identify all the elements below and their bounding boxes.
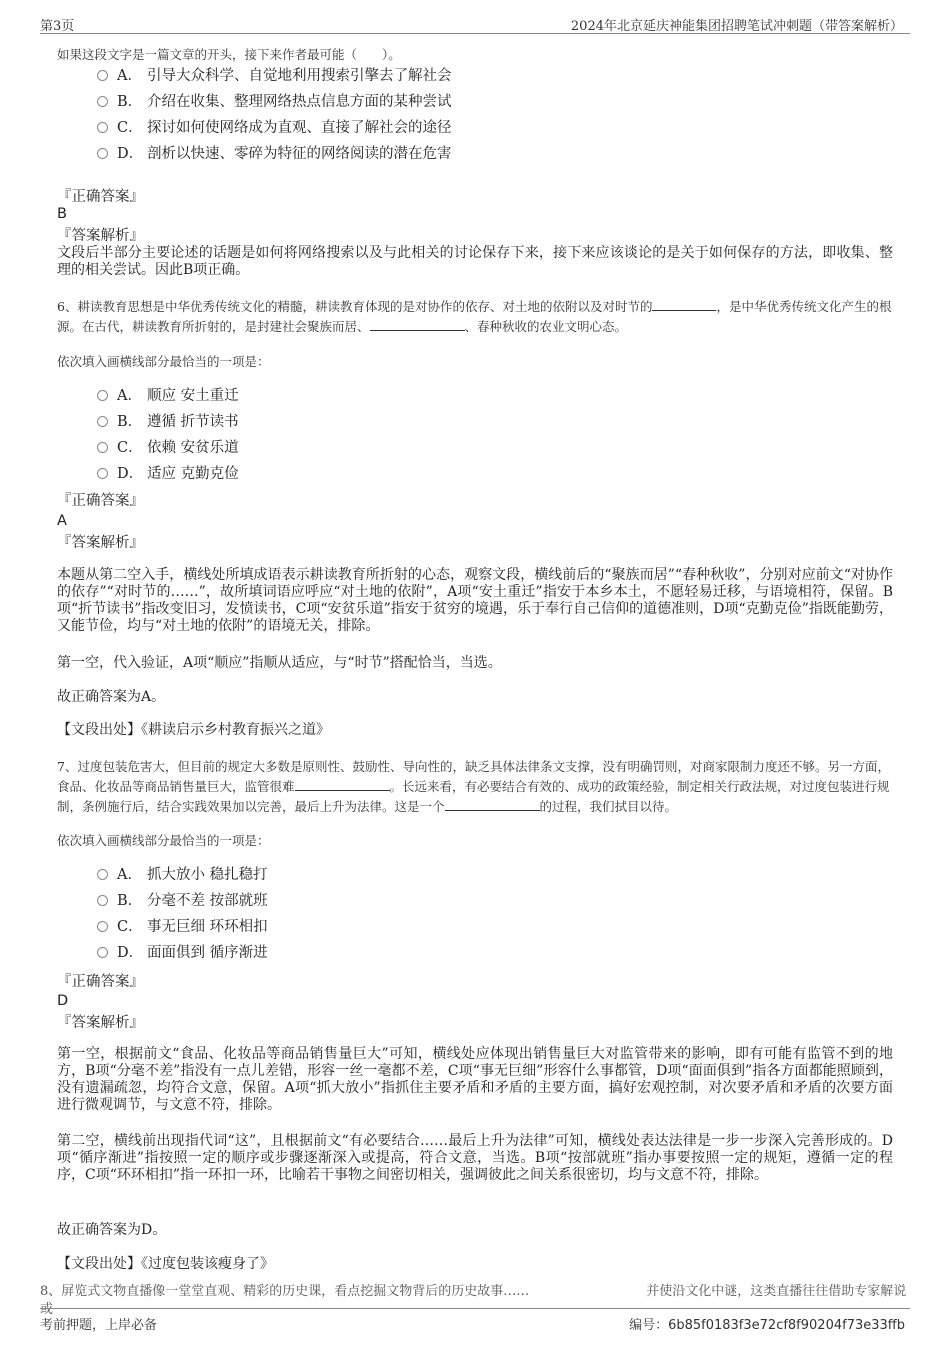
document-title: 2024年北京延庆神能集团招聘笔试冲刺题（带答案解析）: [570, 19, 903, 34]
q6-option-d[interactable]: D． 适应 克勤克俭: [97, 462, 239, 486]
radio-icon[interactable]: [97, 148, 108, 159]
radio-icon[interactable]: [97, 390, 108, 401]
q6-source: 【文段出处】《耕读启示乡村教育振兴之道》: [57, 722, 330, 738]
q5-answer-label: 『正确答案』: [57, 189, 144, 205]
radio-icon[interactable]: [97, 869, 108, 880]
q7-analysis-3: 故正确答案为D。: [57, 1222, 167, 1238]
q5-analysis: 文段后半部分主要论述的话题是如何将网络搜索以及与此相关的讨论保存下来，接下来应该谈论的是关于如何保存的方法，即收集、整理的相关尝试。因此B项正确。: [57, 245, 893, 278]
q7-answer: D: [57, 993, 69, 1009]
q6-analysis-1: 本题从第二空入手，横线处所填成语表示耕读教育所折射的心态，观察文段，横线前后的“聚族而居”“春种秋收”，分别对应前文“对协作的依存”“对时节的……”，故所填词语应呼应“对土地的依附”，A项“安土重迁”指安于本乡本土，不愿轻易迁移，与语境相符，保留。B项“折节读书”指改变旧习，发愤读书，C项“安贫乐道”指安于贫穷的境遇，乐于奉行自己信仰的道德准则，D项“克勤克俭”指既能勤劳，又能节俭，均与“对土地的依附”的语境无关，排除。: [57, 567, 893, 634]
footer-slogan: 考前押题，上岸必备: [40, 1318, 158, 1333]
radio-icon[interactable]: [97, 895, 108, 906]
document-code: 编号：6b85f0183f3e72cf8f90204f73e33ffb: [629, 1318, 905, 1333]
q6-option-a[interactable]: A． 顺应 安土重迁: [97, 384, 239, 408]
q7-stem: 7、过度包装危害大，但目前的规定大多数是原则性、鼓励性、导向性的，缺乏具体法律条文支撑，没有明确罚则，对商家限制力度还不够。另一方面，食品、化妆品等商品销售量巨大，监管很难 。长远来看，有必要结合有效的、成功的政策经验，制定相关行政法规，对过度包装进行规制，条例施行后，结合实践效果加以完善，最后上升为法律。这是一个 的过程，我们拭目以待。: [57, 759, 890, 814]
radio-icon[interactable]: [97, 947, 108, 958]
q6-prompt: 依次填入画横线部分最恰当的一项是：: [57, 354, 270, 369]
q5-answer: B: [57, 206, 67, 222]
q6-answer: A: [57, 513, 67, 529]
page-number: 第3页: [40, 19, 75, 34]
q6-answer-label: 『正确答案』: [57, 493, 144, 509]
q7-answer-label: 『正确答案』: [57, 974, 144, 990]
q7-option-c[interactable]: C． 事无巨细 环环相扣: [97, 915, 268, 939]
q6-analysis-label: 『答案解析』: [57, 535, 144, 551]
footer-divider: [40, 1308, 910, 1309]
q5-stem: 如果这段文字是一篇文章的开头，接下来作者最可能（ ）。: [57, 47, 401, 62]
q6-stem: 6、耕读教育思想是中华优秀传统文化的精髓，耕读教育体现的是对协作的依存、对土地的依附以及对时节的 ，是中华优秀传统文化产生的根源。在古代，耕读教育所折射的，是封建社会聚族而居、 、春种秋收的农业文明心态。: [57, 299, 892, 334]
q6-option-c[interactable]: C． 依赖 安贫乐道: [97, 436, 239, 460]
q7-prompt: 依次填入画横线部分最恰当的一项是：: [57, 833, 270, 848]
q5-option-c[interactable]: C． 探讨如何使网络成为直观、直接了解社会的途径: [97, 116, 452, 140]
radio-icon[interactable]: [97, 468, 108, 479]
q5-analysis-label: 『答案解析』: [57, 228, 144, 244]
q7-analysis-2: 第二空，横线前出现指代词“这”，且根据前文“有必要结合……最后上升为法律”可知，横线处表达法律是一步一步深入完善形成的。D项“循序渐进”指按照一定的顺序或步骤逐渐深入或提高，符合文意，当选。B项“按部就班”指办事要按照一定的规矩，遵循一定的程序，C项“环环相扣”指一环扣一环，比喻若干事物之间密切相关，强调彼此之间关系很密切，均与文意不符，排除。: [57, 1133, 893, 1183]
q7-analysis-1: 第一空，根据前文“食品、化妆品等商品销售量巨大”可知，横线处应体现出销售量巨大对监管带来的影响，即有可能有监管不到的地方，B项“分毫不差”指没有一点儿差错，形容一丝一毫都不差，C项“事无巨细”形容什么事都管，D项“面面俱到”指各方面都能照顾到，没有遗漏疏忽，均符合文意，保留。A项“抓大放小”指抓住主要矛盾和矛盾的主要方面，搞好宏观控制，对次要矛盾和矛盾的次要方面进行微观调节，与文意不符，排除。: [57, 1046, 893, 1113]
q6-option-b[interactable]: B． 遵循 折节读书: [97, 410, 239, 434]
q7-analysis-label: 『答案解析』: [57, 1015, 144, 1031]
q7-option-b[interactable]: B． 分毫不差 按部就班: [97, 889, 268, 913]
q7-blank-1: [295, 778, 390, 791]
radio-icon[interactable]: [97, 921, 108, 932]
radio-icon[interactable]: [97, 122, 108, 133]
radio-icon[interactable]: [97, 442, 108, 453]
q7-source: 【文段出处】《过度包装该瘦身了》: [57, 1256, 274, 1272]
q5-option-b[interactable]: B． 介绍在收集、整理网络热点信息方面的某种尝试: [97, 90, 452, 114]
q6-blank-2: [370, 318, 465, 331]
q7-option-a[interactable]: A． 抓大放小 稳扎稳打: [97, 863, 268, 887]
next-question-clipped: 8、屏览式文物直播像一堂堂直观、精彩的历史课，看点挖掘文物背后的历史故事…… 并使沿文化中谜，这类直播往往借助专家解说或: [40, 1284, 907, 1317]
q5-option-d[interactable]: D． 剖析以快速、零碎为特征的网络阅读的潜在危害: [97, 142, 452, 166]
radio-icon[interactable]: [97, 416, 108, 427]
q6-analysis-3: 故正确答案为A。: [57, 689, 166, 705]
q6-blank-1: [652, 298, 716, 311]
q7-option-d[interactable]: D． 面面俱到 循序渐进: [97, 941, 268, 965]
q5-option-a[interactable]: A． 引导大众科学、自觉地利用搜索引擎去了解社会: [97, 64, 452, 88]
q7-blank-2: [445, 798, 540, 811]
radio-icon[interactable]: [97, 70, 108, 81]
radio-icon[interactable]: [97, 96, 108, 107]
q6-analysis-2: 第一空，代入验证，A项“顺应”指顺从适应，与“时节”搭配恰当，当选。: [57, 655, 502, 671]
header-divider: [40, 33, 910, 34]
